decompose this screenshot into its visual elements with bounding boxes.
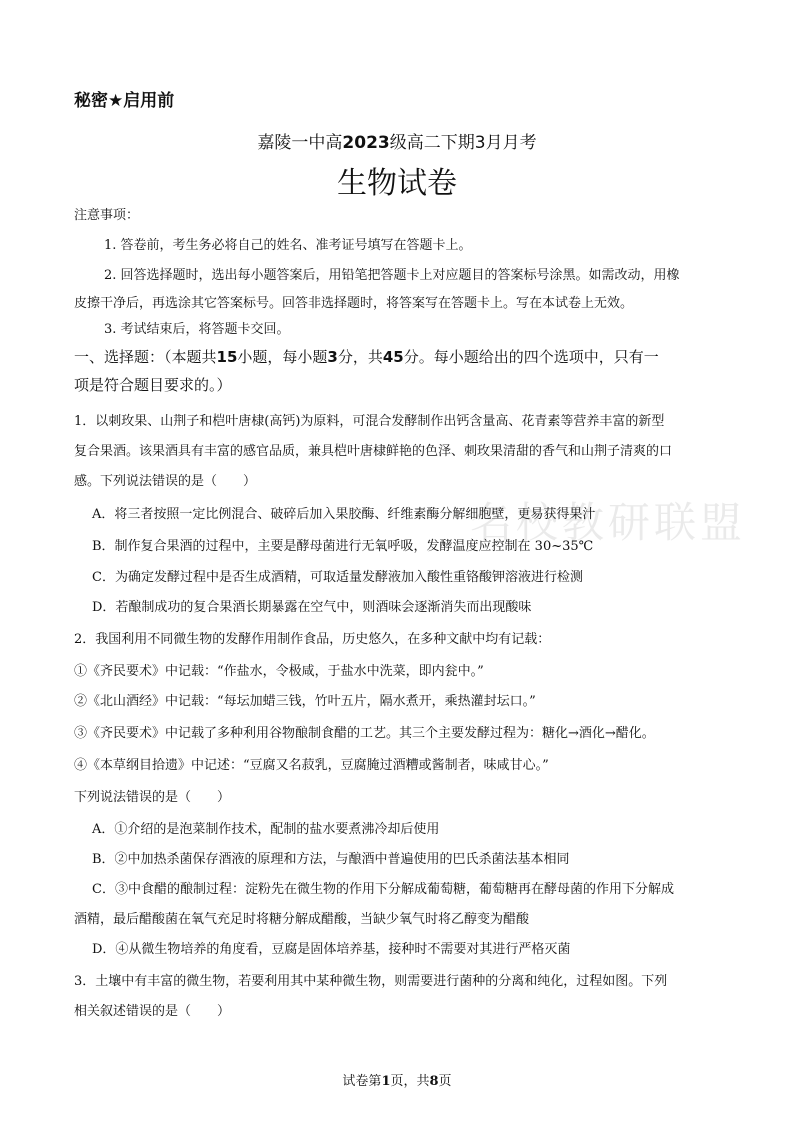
- q2-option-c-cont: 酒精，最后醋酸菌在氧气充足时将糖分解成醋酸，当缺少氧气时将乙醇变为醋酸: [74, 912, 530, 927]
- exam-subtitle: [0, 128, 794, 153]
- q1-option-d: D．若酿制成功的复合果酒长期暴露在空气中，则酒味会逐渐消失而出现酸味: [92, 600, 532, 615]
- q2-record-3: ③《齐民要术》中记载了多种利用谷物酿制食醋的工艺。其三个主要发酵过程为：糖化→酒化→醋化。: [74, 726, 655, 741]
- q2-record-2: ②《北山酒经》中记载：“每坛加蜡三钱，竹叶五片，隔水煮开，乘热灌封坛口。”: [74, 694, 536, 709]
- q3-stem-2: 相关叙述错误的是（ ）: [74, 1004, 231, 1019]
- notes-heading: 注意事项：: [74, 208, 140, 223]
- confidential-label: 秘密★启用前: [74, 91, 175, 111]
- note-2: 2. 回答选择题时，选出每小题答案后，用铅笔把答题卡上对应题目的答案标号涂黑。如需改动，用橡: [104, 268, 680, 283]
- q1-stem-1: 1．以刺玫果、山荆子和桤叶唐棣(高钙)为原料，可混合发酵制作出钙含量高、花青素等营养丰富的新型: [74, 414, 665, 429]
- q2-option-d: D．④从微生物培养的角度看，豆腐是固体培养基，接种时不需要对其进行严格灭菌: [92, 942, 571, 957]
- page-total: 8: [429, 1074, 439, 1089]
- section-heading-cont: 项是符合题目要求的。）: [74, 376, 232, 394]
- q1-stem-2: 复合果酒。该果酒具有丰富的感官品质，兼具桤叶唐棣鲜艳的色泽、刺玫果清甜的香气和山荆子清爽的口: [74, 444, 673, 459]
- watermark: 名校教研联盟: [470, 498, 747, 547]
- q2-option-b: B．②中加热杀菌保存酒液的原理和方法，与酿酒中普遍使用的巴氏杀菌法基本相同: [92, 852, 570, 867]
- q1-option-c: C．为确定发酵过程中是否生成酒精，可取适量发酵液加入酸性重铬酸钾溶液进行检测: [92, 570, 583, 585]
- q1-option-b: B．制作复合果酒的过程中，主要是酵母菌进行无氧呼吸，发酵温度应控制在 30~35℃: [92, 539, 594, 554]
- exam-year: 2023: [342, 133, 390, 153]
- page-number: 1: [381, 1074, 391, 1089]
- note-2-cont: 皮擦干净后，再选涂其它答案标号。回答非选择题时，将答案写在答题卡上。写在本试卷上无效。: [74, 296, 634, 311]
- q2-option-a: A．①介绍的是泡菜制作技术，配制的盐水要煮沸冷却后使用: [92, 822, 440, 837]
- q1-stem-3: 感。下列说法错误的是（ ）: [74, 474, 257, 489]
- q2-record-4: ④《本草纲目拾遗》中记述：“豆腐又名菽乳，豆腐腌过酒糟或酱制者，味咸甘心。”: [74, 758, 549, 773]
- note-1: 1. 答卷前，考生务必将自己的姓名、准考证号填写在答题卡上。: [104, 238, 472, 253]
- q2-option-c: C．③中食醋的酿制过程：淀粉先在微生物的作用下分解成葡萄糖，葡萄糖再在酵母菌的作用下分解成: [92, 882, 674, 897]
- q2-stem: 2．我国利用不同微生物的发酵作用制作食品，历史悠久，在多种文献中均有记载：: [74, 632, 551, 647]
- q3-stem-1: 3．土壤中有丰富的微生物，若要利用其中某种微生物，则需要进行菌种的分离和纯化，过程如图。下列: [74, 974, 668, 989]
- q2-question: 下列说法错误的是（ ）: [74, 790, 231, 805]
- exam-month: 3: [474, 133, 486, 153]
- exam-school: 嘉陵一中高: [257, 133, 343, 153]
- q1-option-a: A．将三者按照一定比例混合、破碎后加入果胶酶、纤维素酶分解细胞壁，更易获得果汁: [92, 507, 596, 522]
- page-footer: 试卷第1页，共8页: [342, 1074, 452, 1089]
- note-3: 3. 考试结束后，将答题卡交回。: [104, 322, 290, 337]
- q2-record-1: ①《齐民要术》中记载：“作盐水，令极咸，于盐水中洗菜，即内瓮中。”: [74, 664, 484, 679]
- exam-type: 月月考: [485, 133, 537, 153]
- section-heading: 一、选择题：（本题共15小题，每小题3分，共45分。每小题给出的四个选项中，只有一: [74, 348, 659, 366]
- page-title: 生物试卷: [337, 166, 457, 201]
- exam-grade: 级高二下期: [389, 133, 475, 153]
